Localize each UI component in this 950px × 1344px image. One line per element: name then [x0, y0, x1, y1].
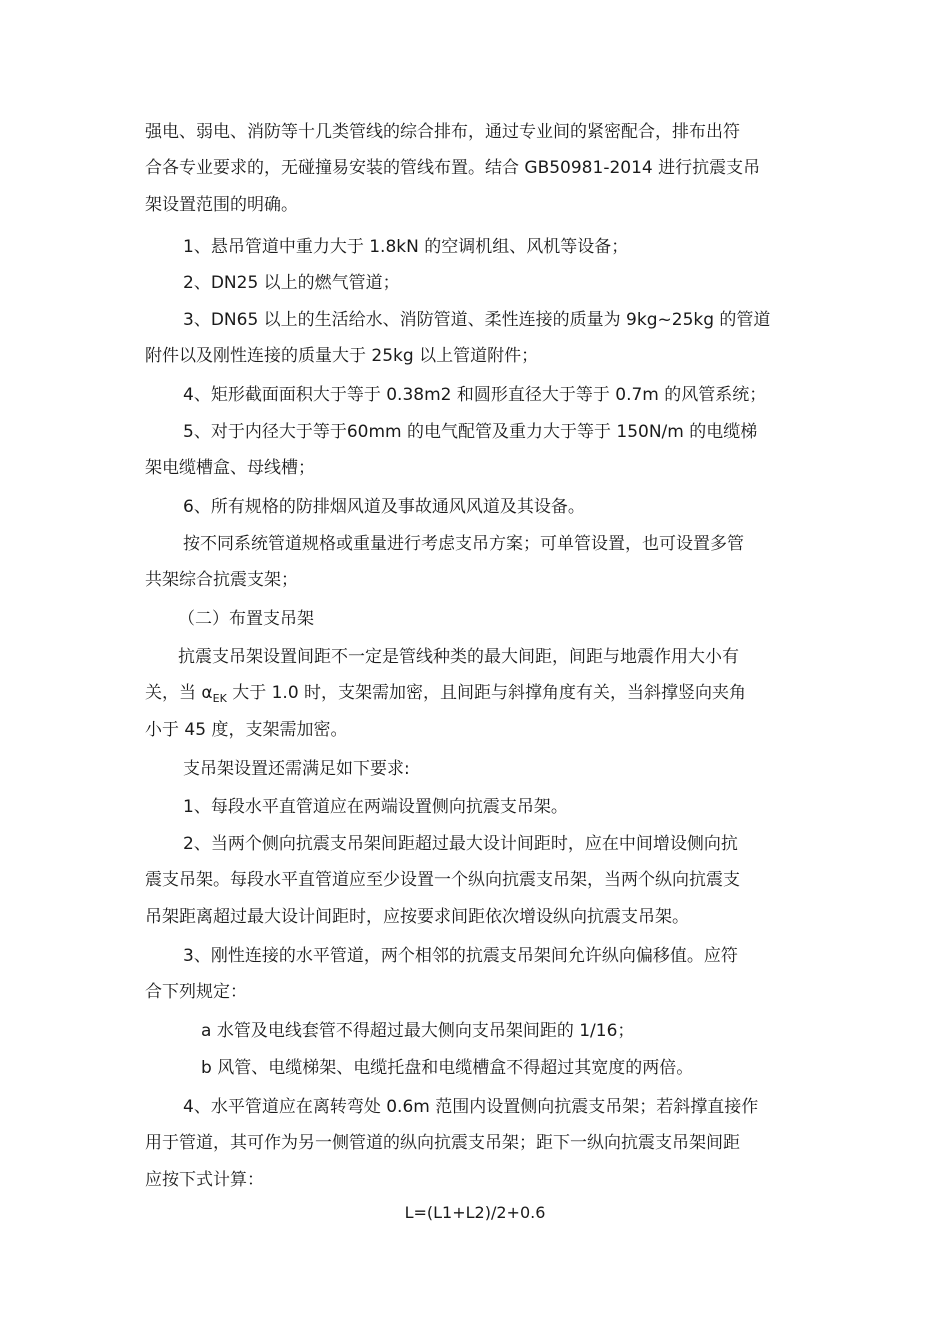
list-item: 6、所有规格的防排烟风道及事故通风风道及其设备。: [183, 497, 585, 517]
list-subitem: a 水管及电线套管不得超过最大侧向支吊架间距的 1/16；: [201, 1021, 635, 1041]
text-line: 强电、弱电、消防等十几类管线的综合排布，通过专业间的紧密配合，排布出符: [145, 122, 740, 142]
text-line: 附件以及刚性连接的质量大于 25kg 以上管道附件；: [145, 346, 539, 366]
text-line: 合下列规定：: [145, 982, 247, 1002]
text-line: 按不同系统管道规格或重量进行考虑支吊方案；可单管设置，也可设置多管: [183, 534, 744, 554]
alpha-subscript: EK: [212, 692, 227, 705]
list-item: 3、刚性连接的水平管道，两个相邻的抗震支吊架间允许纵向偏移值。应符: [183, 946, 738, 966]
text-line: 小于 45 度，支架需加密。: [145, 720, 348, 740]
list-subitem: b 风管、电缆梯架、电缆托盘和电缆槽盒不得超过其宽度的两倍。: [201, 1058, 694, 1078]
list-item: 1、悬吊管道中重力大于 1.8kN 的空调机组、风机等设备；: [183, 237, 629, 257]
text-line: 架设置范围的明确。: [145, 195, 298, 215]
text-line: 关，当 $\alpha_{EK}$ 大于 1.0 时，支架需加密，且间距与斜撑角度有关，当斜撑竖向夹角: [145, 683, 747, 705]
list-item: 5、对于内径大于等于60mm 的电气配管及重力大于等于 150N/m 的电缆梯: [183, 422, 758, 442]
text-line: 支吊架设置还需满足如下要求:: [183, 759, 410, 779]
text-line: 吊架距离超过最大设计间距时，应按要求间距依次增设纵向抗震支吊架。: [145, 907, 689, 927]
text-line: 震支吊架。每段水平直管道应至少设置一个纵向抗震支吊架，当两个纵向抗震支: [145, 870, 740, 890]
text-line: 合各专业要求的，无碰撞易安装的管线布置。结合 GB50981-2014 进行抗震支吊: [145, 158, 761, 178]
section-heading: （二）布置支吊架: [178, 609, 314, 629]
list-item: 1、每段水平直管道应在两端设置侧向抗震支吊架。: [183, 797, 568, 817]
text-line: 用于管道，其可作为另一侧管道的纵向抗震支吊架；距下一纵向抗震支吊架间距: [145, 1133, 740, 1153]
text-line: 抗震支吊架设置间距不一定是管线种类的最大间距，间距与地震作用大小有: [178, 647, 739, 667]
list-item: 2、当两个侧向抗震支吊架间距超过最大设计间距时，应在中间增设侧向抗: [183, 834, 738, 854]
list-item: 4、矩形截面面积大于等于 0.38m2 和圆形直径大于等于 0.7m 的风管系统；: [183, 385, 767, 405]
list-item: 3、DN65 以上的生活给水、消防管道、柔性连接的质量为 9kg~25kg 的管道: [183, 310, 771, 330]
text-line: 共架综合抗震支架；: [145, 570, 298, 590]
text-line: 应按下式计算：: [145, 1170, 264, 1190]
list-item: 2、DN25 以上的燃气管道；: [183, 273, 400, 293]
formula: L=(L1+L2)/2+0.6: [404, 1203, 546, 1222]
text-line: 架电缆槽盒、母线槽；: [145, 458, 315, 478]
list-item: 4、水平管道应在离转弯处 0.6m 范围内设置侧向抗震支吊架；若斜撑直接作: [183, 1097, 759, 1117]
